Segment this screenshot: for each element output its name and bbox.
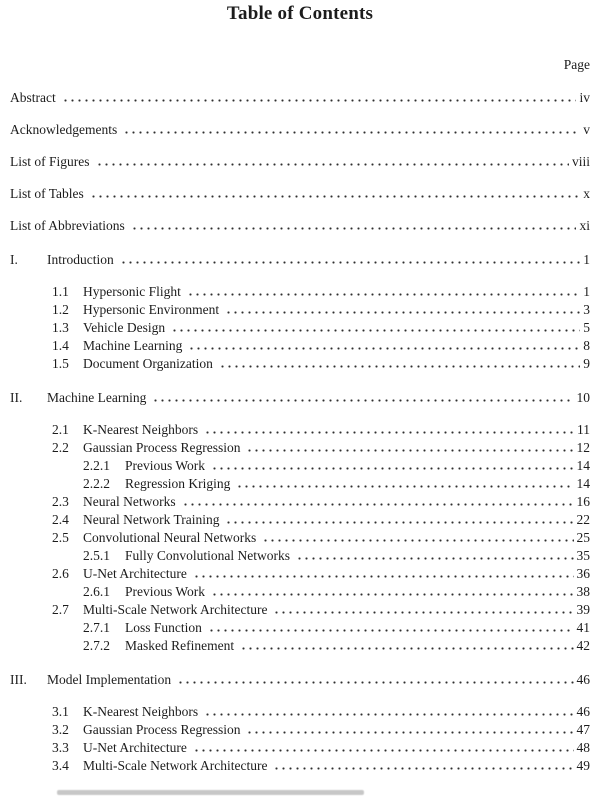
toc-entry-page: 1 <box>583 252 590 267</box>
toc-entry-page: xi <box>579 218 590 233</box>
toc-entry-number: 2.2 <box>52 440 69 455</box>
toc-entry-label: U-Net Architecture <box>83 740 187 755</box>
toc-entry-label: Hypersonic Flight <box>83 284 181 299</box>
toc-entry-label: Neural Network Training <box>83 512 220 527</box>
toc-entry-section[interactable] <box>10 603 590 617</box>
toc-entry-label: List of Abbreviations <box>10 218 125 233</box>
toc-entry-chapter[interactable] <box>10 391 590 405</box>
toc-entry-number: 3.2 <box>52 722 69 737</box>
toc-entry-section[interactable] <box>10 303 590 317</box>
dot-leader <box>188 346 580 351</box>
toc-entry-section[interactable] <box>10 423 590 437</box>
dot-leader <box>225 310 580 315</box>
toc-entry-label: Regression Kriging <box>125 476 231 491</box>
toc-entry-subsection[interactable] <box>10 585 590 599</box>
toc-entry-page: 14 <box>576 458 590 473</box>
toc-entry-label: Hypersonic Environment <box>83 302 220 317</box>
dot-leader <box>177 680 573 685</box>
toc-entry-section[interactable] <box>10 441 590 455</box>
toc-entry-label: Model Implementation <box>47 672 172 687</box>
toc-entry-section[interactable] <box>10 567 590 581</box>
toc-entry-section[interactable] <box>10 723 590 737</box>
toc-entry-front[interactable] <box>10 219 590 233</box>
toc-entry-number: 1.1 <box>52 284 69 299</box>
dot-leader <box>246 730 573 735</box>
toc-entry-page: 10 <box>576 390 590 405</box>
page-title: Table of Contents <box>226 3 374 24</box>
toc-entry-label: Machine Learning <box>83 338 183 353</box>
toc-entry-page: 48 <box>576 740 590 755</box>
dot-leader <box>246 448 573 453</box>
toc-entry-section[interactable] <box>10 339 590 353</box>
toc-entry-page: x <box>583 186 590 201</box>
dot-leader <box>96 162 569 167</box>
toc-entry-label: Gaussian Process Regression <box>83 722 241 737</box>
toc-entry-number: 2.6.1 <box>83 584 110 599</box>
toc-entry-front[interactable] <box>10 155 590 169</box>
toc-entry-label: Masked Refinement <box>125 638 235 653</box>
dot-leader <box>296 556 574 561</box>
toc-entry-label: U-Net Architecture <box>83 566 187 581</box>
toc-entry-number: 1.4 <box>52 338 69 353</box>
dot-leader <box>90 194 580 199</box>
dot-leader <box>187 292 580 297</box>
page-column-header: Page <box>563 57 590 72</box>
toc-entry-section[interactable] <box>10 321 590 335</box>
toc-entry-page: 5 <box>583 320 590 335</box>
toc-entry-subsection[interactable] <box>10 621 590 635</box>
toc-entry-label: Neural Networks <box>83 494 176 509</box>
toc-entry-label: Previous Work <box>125 584 206 599</box>
toc-entry-section[interactable] <box>10 705 590 719</box>
toc-entry-page: iv <box>579 90 590 105</box>
toc-entry-subsection[interactable] <box>10 549 590 563</box>
dot-leader <box>262 538 573 543</box>
dot-leader <box>240 646 573 651</box>
toc-entry-section[interactable] <box>10 513 590 527</box>
dot-leader <box>171 328 580 333</box>
toc-entry-page: 42 <box>576 638 590 653</box>
toc-entry-page: 38 <box>576 584 590 599</box>
toc-entry-number: 2.7.2 <box>83 638 110 653</box>
toc-entry-page: 49 <box>576 758 590 773</box>
dot-leader <box>225 520 573 525</box>
toc-entry-page: 8 <box>583 338 590 353</box>
toc-entry-page: v <box>583 122 590 137</box>
toc-entry-section[interactable] <box>10 495 590 509</box>
toc-entry-page: 16 <box>576 494 590 509</box>
toc-entry-number: I. <box>10 252 18 267</box>
toc-entry-page: 39 <box>576 602 590 617</box>
toc-entry-page: 36 <box>576 566 590 581</box>
toc-entry-page: 41 <box>576 620 590 635</box>
dot-leader <box>193 748 574 753</box>
dot-leader <box>236 484 573 489</box>
toc-entry-label: Gaussian Process Regression <box>83 440 241 455</box>
toc-entry-label: Multi-Scale Network Architecture <box>83 758 268 773</box>
toc-entry-label: Introduction <box>47 252 114 267</box>
toc-entry-front[interactable] <box>10 123 590 137</box>
toc-entry-label: Vehicle Design <box>83 320 166 335</box>
toc-entry-label: Abstract <box>10 90 56 105</box>
toc-entry-number: III. <box>10 672 27 687</box>
toc-entry-number: II. <box>10 390 23 405</box>
toc-entry-label: Fully Convolutional Networks <box>125 548 290 563</box>
toc-entry-page: 1 <box>583 284 590 299</box>
toc-entry-page: 22 <box>576 512 590 527</box>
dot-leader <box>193 574 574 579</box>
toc-entry-label: K-Nearest Neighbors <box>83 422 199 437</box>
toc-entry-number: 2.7.1 <box>83 620 110 635</box>
toc-entry-label: K-Nearest Neighbors <box>83 704 199 719</box>
toc-entry-chapter[interactable] <box>10 673 590 687</box>
toc-entry-label: Multi-Scale Network Architecture <box>83 602 268 617</box>
toc-entry-label: List of Tables <box>10 186 84 201</box>
toc-entry-section[interactable] <box>10 531 590 545</box>
toc-entry-front[interactable] <box>10 91 590 105</box>
toc-entry-page: 46 <box>576 704 590 719</box>
toc-entry-subsection[interactable] <box>10 459 590 473</box>
toc-entry-page: 25 <box>576 530 590 545</box>
toc-entry-number: 2.5 <box>52 530 69 545</box>
toc-entry-front[interactable] <box>10 187 590 201</box>
toc-entry-number: 1.2 <box>52 302 69 317</box>
toc-entry-number: 2.7 <box>52 602 69 617</box>
dot-leader <box>273 610 573 615</box>
toc-entry-page: 14 <box>576 476 590 491</box>
toc-entry-page: 3 <box>583 302 590 317</box>
toc-entry-number: 2.3 <box>52 494 69 509</box>
dot-leader <box>131 226 577 231</box>
toc-entry-subsection[interactable] <box>10 477 590 491</box>
toc-entry-number: 1.3 <box>52 320 69 335</box>
dot-leader <box>62 98 577 103</box>
toc-entry-section[interactable] <box>10 759 590 773</box>
toc-entry-page: 46 <box>576 672 590 687</box>
toc-entry-label: Document Organization <box>83 356 213 371</box>
toc-entry-label: Previous Work <box>125 458 206 473</box>
dot-leader <box>204 712 573 717</box>
toc-entry-number: 2.6 <box>52 566 69 581</box>
dot-leader <box>204 430 574 435</box>
toc-entry-number: 3.1 <box>52 704 69 719</box>
dot-leader <box>123 130 580 135</box>
toc-entry-page: 12 <box>576 440 590 455</box>
toc-entry-number: 2.2.2 <box>83 476 110 491</box>
toc-entry-page: 35 <box>576 548 590 563</box>
toc-entry-chapter[interactable] <box>10 253 590 267</box>
cropped-next-line-fragment <box>57 790 364 795</box>
toc-entry-page: 47 <box>576 722 590 737</box>
toc-entry-number: 1.5 <box>52 356 69 371</box>
toc-entry-label: Loss Function <box>125 620 202 635</box>
dot-leader <box>182 502 574 507</box>
toc-entry-page: 9 <box>583 356 590 371</box>
toc-entry-label: Machine Learning <box>47 390 147 405</box>
toc-entry-section[interactable] <box>10 357 590 371</box>
dot-leader <box>211 466 573 471</box>
dot-leader <box>211 592 573 597</box>
toc-entry-number: 2.2.1 <box>83 458 110 473</box>
dot-leader <box>273 766 573 771</box>
toc-entry-label: Convolutional Neural Networks <box>83 530 257 545</box>
dot-leader <box>208 628 574 633</box>
dot-leader <box>152 398 573 403</box>
toc-entry-number: 2.4 <box>52 512 69 527</box>
toc-list <box>10 91 590 773</box>
dot-leader <box>219 364 580 369</box>
toc-entry-page: viii <box>571 154 590 169</box>
toc-entry-section[interactable] <box>10 285 590 299</box>
toc-entry-number: 2.5.1 <box>83 548 110 563</box>
toc-entry-number: 3.3 <box>52 740 69 755</box>
toc-entry-number: 3.4 <box>52 758 69 773</box>
toc-entry-section[interactable] <box>10 741 590 755</box>
toc-entry-page: 11 <box>577 422 590 437</box>
toc-entry-number: 2.1 <box>52 422 69 437</box>
toc-entry-subsection[interactable] <box>10 639 590 653</box>
toc-entry-label: List of Figures <box>10 154 90 169</box>
toc-entry-label: Acknowledgements <box>10 122 118 137</box>
dot-leader <box>120 260 581 265</box>
